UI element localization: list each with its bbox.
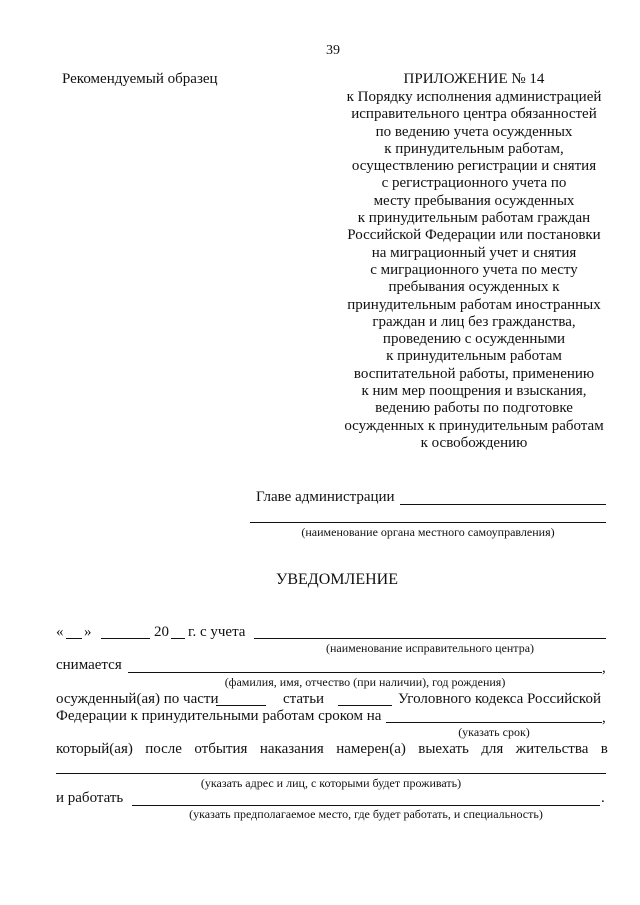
appendix-line: Российской Федерации или постановки <box>347 227 601 244</box>
addressee-organ-field[interactable] <box>250 522 606 523</box>
intent-word: жительства <box>515 741 589 757</box>
intent-word: наказания <box>259 741 324 757</box>
appendix-line: исправительного центра обязанностей <box>351 106 597 123</box>
intent-word: для <box>481 741 504 757</box>
center-name-field[interactable] <box>254 638 606 639</box>
appendix-text <box>337 89 611 452</box>
appendix-line: к принудительным работам <box>386 348 562 365</box>
work-period: . <box>601 790 605 806</box>
term-caption: (указать срок) <box>458 725 530 739</box>
appendix-line: ведению работы по подготовке <box>375 400 573 417</box>
criminal-code-text: Уголовного кодекса Российской <box>398 691 601 707</box>
intent-line <box>56 741 608 758</box>
page-number: 39 <box>326 43 340 58</box>
appendix-line: осужденных к принудительным работам <box>344 417 604 434</box>
work-caption: (указать предполагаемое место, где будет работать, и специальность) <box>189 807 543 821</box>
article-number-field[interactable] <box>338 705 392 706</box>
work-field[interactable] <box>132 805 600 806</box>
intent-word: намерен(а) <box>336 741 406 757</box>
work-label: и работать <box>56 790 124 806</box>
appendix-line: к Порядку исполнения администрацией <box>346 89 602 105</box>
from-registration-text: г. с учета <box>188 624 246 640</box>
address-field[interactable] <box>56 773 606 774</box>
appendix-line: пребывания осужденных к <box>388 279 560 296</box>
person-field[interactable] <box>128 672 602 673</box>
person-caption: (фамилия, имя, отчество (при наличии), год рождения) <box>224 675 506 689</box>
appendix-line: с регистрационного учета по <box>381 175 567 192</box>
part-number-field[interactable] <box>216 705 266 706</box>
appendix-line: принудительным работам иностранных <box>347 296 601 313</box>
appendix-line: к освобождению <box>420 434 528 451</box>
sample-label: Рекомендуемый образец <box>62 71 218 87</box>
date-year-field[interactable] <box>171 638 185 639</box>
intent-word: отбытия <box>194 741 248 757</box>
appendix-line: осуществлению регистрации и снятия <box>351 158 597 175</box>
appendix-line: на миграционный учет и снятия <box>371 244 577 261</box>
year-prefix: 20 <box>154 624 169 640</box>
intent-word: выехать <box>418 741 469 757</box>
article-text: статьи <box>283 691 325 707</box>
date-day-field[interactable] <box>66 638 82 639</box>
addressee-name-field[interactable] <box>400 504 606 505</box>
convicted-part-text: осужденный(ая) по части <box>56 691 219 707</box>
appendix-line: проведению с осужденными <box>382 331 566 348</box>
date-open-quote: « <box>56 624 64 640</box>
term-comma: , <box>602 710 606 726</box>
appendix-block <box>337 71 611 452</box>
appendix-line: с миграционного учета по месту <box>370 261 578 278</box>
federation-line-text: Федерации к принудительными работам сроком на <box>56 708 382 724</box>
center-caption: (наименование исправительного центра) <box>325 641 535 655</box>
appendix-line: к принудительным работам граждан <box>357 210 591 227</box>
date-close-quote: » <box>84 624 92 640</box>
person-comma: , <box>602 660 606 676</box>
date-month-field[interactable] <box>101 638 150 639</box>
appendix-line: к ним мер поощрения и взыскания, <box>361 383 587 400</box>
removed-label: снимается <box>56 657 122 673</box>
term-field[interactable] <box>386 722 602 723</box>
appendix-line: воспитательной работы, применению <box>353 365 595 382</box>
appendix-line: месту пребывания осужденных <box>373 192 575 209</box>
appendix-line: к принудительным работам, <box>384 140 564 157</box>
appendix-title: ПРИЛОЖЕНИЕ № 14 <box>403 71 545 87</box>
intent-word: после <box>145 741 182 757</box>
intent-word: который(ая) <box>56 741 133 757</box>
appendix-line: по ведению учета осужденных <box>375 123 573 140</box>
addressee-caption: (наименование органа местного самоуправления) <box>301 525 555 539</box>
notice-title: УВЕДОМЛЕНИЕ <box>276 571 398 588</box>
appendix-line: граждан и лиц без гражданства, <box>372 313 576 330</box>
intent-word: в <box>600 741 608 757</box>
addressee-label: Главе администрации <box>256 489 395 505</box>
address-caption: (указать адрес и лиц, с которыми будет проживать) <box>200 776 462 790</box>
